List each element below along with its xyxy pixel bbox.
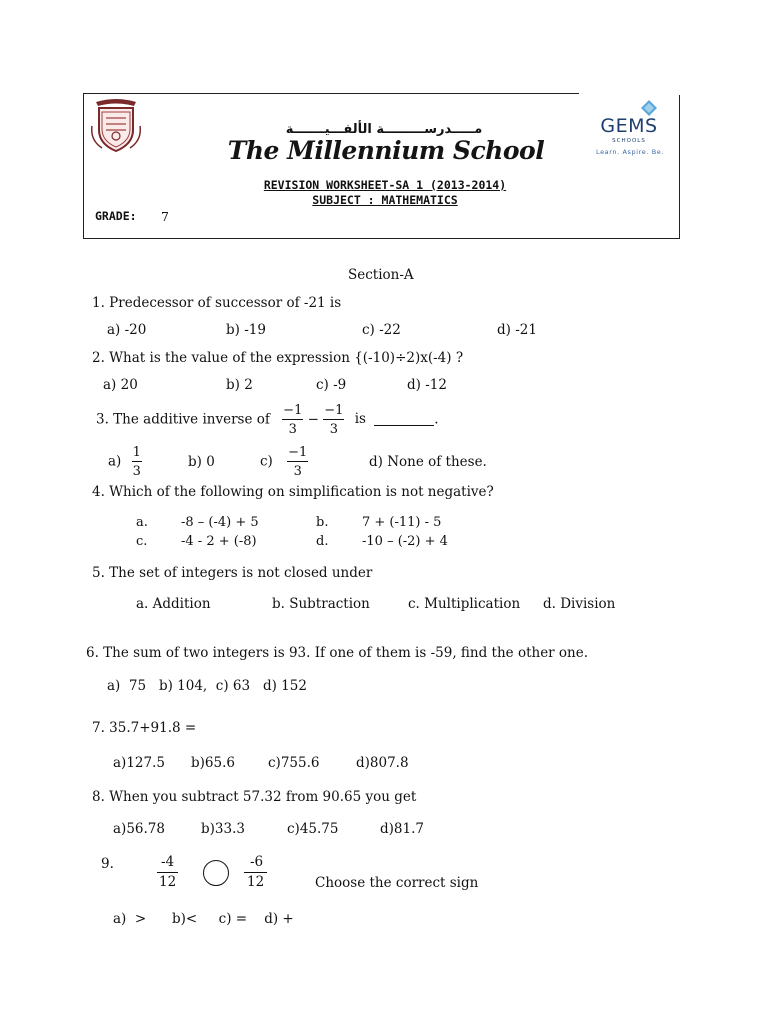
q8-option-b: b)33.3 xyxy=(201,821,245,837)
question-5: 5. The set of integers is not closed under xyxy=(92,565,373,581)
q1-option-d: d) -21 xyxy=(497,322,537,338)
q8-option-a: a)56.78 xyxy=(113,821,165,837)
q7-option-d: d)807.8 xyxy=(356,755,409,771)
q5-option-d: d. Division xyxy=(543,596,616,612)
q3-option-c-num: −1 xyxy=(288,445,308,460)
q3-fraction-2 xyxy=(323,404,344,436)
q3-option-b: b) 0 xyxy=(188,454,215,470)
q9-f1-num: -4 xyxy=(157,856,178,873)
q4-option-b-expr: 7 + (-11) - 5 xyxy=(362,515,442,530)
q9-fraction-2 xyxy=(244,856,267,889)
q4-option-d-expr: -10 – (-2) + 4 xyxy=(362,534,448,549)
question-4: 4. Which of the following on simplification is not negative? xyxy=(92,484,494,500)
q9-fraction-1 xyxy=(157,856,178,889)
question-9-text: Choose the correct sign xyxy=(315,875,479,891)
question-7: 7. 35.7+91.8 = xyxy=(92,720,197,736)
question-6: 6. The sum of two integers is 93. If one of them is -59, find the other one. xyxy=(86,645,589,661)
q4-option-d-label: d. xyxy=(316,534,329,549)
comparison-sign-circle[interactable] xyxy=(203,860,229,886)
q4-option-c-label: c. xyxy=(136,534,148,549)
q8-option-d: d)81.7 xyxy=(380,821,424,837)
grade-value: 7 xyxy=(161,209,169,224)
q3-option-d: d) None of these. xyxy=(369,454,487,470)
q5-option-a: a. Addition xyxy=(136,596,211,612)
grade-label: GRADE: xyxy=(95,209,137,223)
q9-options: a) > b)< c) = d) + xyxy=(113,911,294,927)
q2-option-b: b) 2 xyxy=(226,377,253,393)
section-title: Section-A xyxy=(348,267,414,283)
q8-option-c: c)45.75 xyxy=(287,821,339,837)
q1-option-c: c) -22 xyxy=(362,322,401,338)
q3-option-a-label: a) xyxy=(108,453,122,470)
worksheet-title: REVISION WORKSHEET-SA 1 (2013-2014) xyxy=(263,178,507,192)
q9-f2-num: -6 xyxy=(244,856,267,873)
q2-option-c: c) -9 xyxy=(316,377,347,393)
q7-option-b: b)65.6 xyxy=(191,755,235,771)
q2-option-a: a) 20 xyxy=(103,377,138,393)
q3-f2-den: 3 xyxy=(329,422,338,437)
school-name: The Millennium School xyxy=(227,136,545,165)
q3-answer-blank xyxy=(374,415,434,426)
gems-logo-text: GEMS xyxy=(600,115,658,137)
q7-option-c: c)755.6 xyxy=(268,755,320,771)
q9-f2-den: 12 xyxy=(246,873,265,890)
question-9-number: 9. xyxy=(101,856,114,872)
q4-option-a-expr: -8 – (-4) + 5 xyxy=(181,515,259,530)
q4-option-a-label: a. xyxy=(136,515,148,530)
q1-option-b: b) -19 xyxy=(226,322,266,338)
q3-option-c-label: c) xyxy=(260,453,273,470)
q3-suffix: is xyxy=(354,411,366,428)
q3-minus: − xyxy=(307,411,319,428)
question-2: 2. What is the value of the expression {(-10)÷2)x(-4) ? xyxy=(92,350,464,366)
q2-option-d: d) -12 xyxy=(407,377,447,393)
q3-option-a-den: 3 xyxy=(132,464,141,479)
q3-option-a-num: 1 xyxy=(132,445,141,460)
q5-option-c: c. Multiplication xyxy=(408,596,521,612)
q3-f1-den: 3 xyxy=(288,422,297,437)
q4-option-c-expr: -4 - 2 + (-8) xyxy=(181,534,257,549)
q5-option-b: b. Subtraction xyxy=(272,596,370,612)
q3-f1-num: −1 xyxy=(283,403,303,418)
q4-option-b-label: b. xyxy=(316,515,329,530)
q1-option-a: a) -20 xyxy=(107,322,147,338)
q3-fraction-1 xyxy=(282,404,303,436)
gems-diamond-icon xyxy=(641,100,657,116)
school-crest-icon xyxy=(88,96,144,154)
question-3: 3. The additive inverse of $\frac{-1}{3}$ − $\frac{-1}{3}$ is . xyxy=(96,403,439,437)
question-8: 8. When you subtract 57.32 from 90.65 you get xyxy=(92,789,417,805)
q6-options: a) 75 b) 104, c) 63 d) 152 xyxy=(107,678,307,694)
q3-f2-num: −1 xyxy=(324,403,344,418)
q3-prefix: 3. The additive inverse of xyxy=(96,411,270,428)
q7-option-a: a)127.5 xyxy=(113,755,165,771)
q3-option-c xyxy=(260,446,308,478)
gems-tagline: Learn. Aspire. Be. xyxy=(595,148,665,156)
q3-option-a-fraction xyxy=(132,446,142,478)
q9-f1-den: 12 xyxy=(158,873,177,890)
question-1: 1. Predecessor of successor of -21 is xyxy=(92,295,342,311)
header-box xyxy=(83,93,680,239)
q3-option-a xyxy=(108,446,142,478)
q3-option-c-den: 3 xyxy=(293,464,302,479)
arabic-school-title: مـــــدرســـــــــة الألفـــيـــــــة xyxy=(285,122,483,137)
worksheet-subject: SUBJECT : MATHEMATICS xyxy=(312,193,458,207)
header-border-gap xyxy=(579,92,683,95)
q3-option-c-fraction xyxy=(287,446,308,478)
gems-logo-sub: SCHOOLS xyxy=(612,138,646,144)
